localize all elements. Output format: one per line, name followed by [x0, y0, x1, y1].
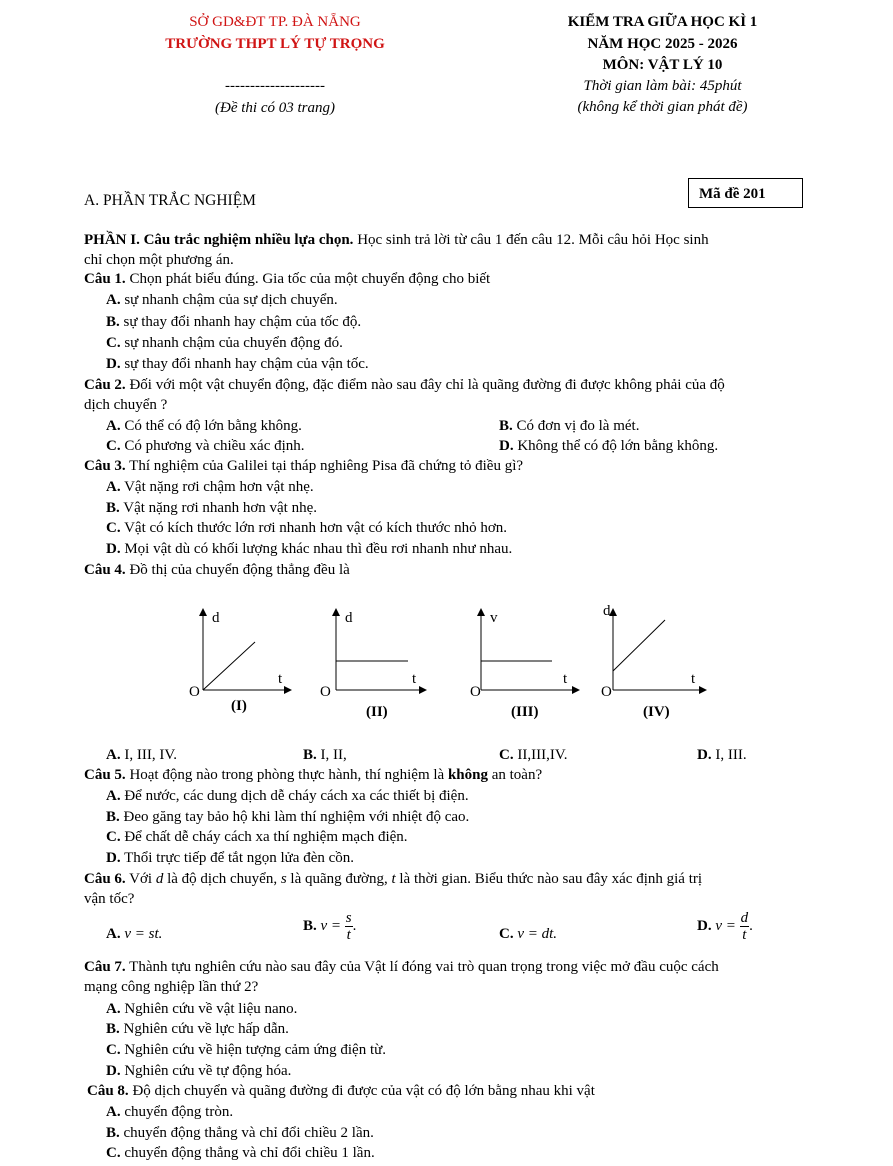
graph-3-caption: (III) — [511, 704, 539, 720]
q4-option-b: B. I, II, — [303, 747, 347, 763]
motion-graphs — [0, 595, 893, 725]
graph-2-origin: O — [320, 684, 331, 700]
q6-option-b: B. v = $\frac{s}{t}$ . — [303, 910, 357, 943]
question-8: Câu 8. Độ dịch chuyển và quãng đường đi được của vật có độ lớn bằng nhau khi vật — [87, 1083, 595, 1099]
graph-3-ylabel: v — [490, 610, 498, 626]
q7-option-d: D. Nghiên cứu về tự động hóa. — [106, 1063, 292, 1079]
q6-option-a: A. v = st. — [106, 926, 163, 942]
q5-option-d: D. Thổi trực tiếp để tắt ngọn lửa đèn cồn. — [106, 850, 355, 866]
graph-3-origin: O — [470, 684, 481, 700]
q8-option-b: B. chuyển động thẳng và chỉ đổi chiều 2 lần. — [106, 1125, 374, 1141]
q6-option-c: C. v = dt. — [499, 926, 558, 942]
q7-option-c: C. Nghiên cứu về hiện tượng cảm ứng điện từ. — [106, 1042, 386, 1058]
q5-option-a: A. Để nước, các dung dịch dễ cháy cách xa các thiết bị điện. — [106, 788, 469, 804]
q1-option-b: B. sự thay đổi nhanh hay chậm của tốc độ. — [106, 314, 362, 330]
q6-option-d: D. v = $\frac{d}{t}$ . — [697, 910, 753, 943]
graph-2 — [320, 610, 425, 720]
question-7-line2: mạng công nghiệp lần thứ 2? — [84, 979, 259, 995]
graph-2-ylabel: d — [345, 610, 353, 626]
q2-option-c: C. Có phương và chiều xác định. — [106, 438, 305, 454]
graph-2-xlabel: t — [412, 671, 417, 687]
question-5: Câu 5. Hoạt động nào trong phòng thực hành, thí nghiệm là không an toàn? — [84, 767, 543, 783]
section-a-title: A. PHẦN TRẮC NGHIỆM — [84, 192, 256, 209]
q1-option-c: C. sự nhanh chậm của chuyển động đó. — [106, 335, 343, 351]
q2-option-b: B. Có đơn vị đo là mét. — [499, 418, 640, 434]
q4-option-a: A. I, III, IV. — [106, 747, 177, 763]
q8-option-a: A. chuyển động tròn. — [106, 1104, 234, 1120]
q2-option-a: A. Có thể có độ lớn bằng không. — [106, 418, 302, 434]
question-4: Câu 4. Đồ thị của chuyển động thẳng đều là — [84, 562, 350, 578]
header-dashes: -------------------- — [225, 78, 325, 94]
part1-instr-line1: Học sinh trả lời từ câu 1 đến câu 12. Mỗi câu hỏi Học sinh — [353, 232, 709, 248]
school-name: TRƯỜNG THPT LÝ TỰ TRỌNG — [165, 36, 385, 52]
exam-title: KIỂM TRA GIỮA HỌC KÌ 1 — [567, 14, 758, 30]
question-2-line2: dịch chuyển ? — [84, 397, 168, 413]
part1-instructions — [84, 232, 709, 249]
q2-option-d: D. Không thể có độ lớn bằng không. — [499, 438, 719, 454]
graph-4-caption: (IV) — [643, 704, 670, 720]
graph-4-origin: O — [601, 684, 612, 700]
q7-option-a: A. Nghiên cứu về vật liệu nano. — [106, 1001, 298, 1017]
q3-option-b: B. Vật nặng rơi nhanh hơn vật nhẹ. — [106, 500, 317, 516]
q3-option-d: D. Mọi vật dù có khối lượng khác nhau thì đều rơi nhanh như nhau. — [106, 541, 513, 557]
q4-option-d: D. I, III. — [697, 747, 747, 763]
exam-time-note: (không kể thời gian phát đề) — [577, 99, 748, 115]
question-6: Câu 6. Với d là độ dịch chuyển, s là quãng đường, t là thời gian. Biểu thức nào sau đây xác định giá trị — [84, 871, 703, 887]
exam-code-box — [688, 178, 803, 208]
question-7: Câu 7. Thành tựu nghiên cứu nào sau đây của Vật lí đóng vai trò quan trọng trong việc mở đầu cuộc cách — [84, 959, 719, 975]
q3-option-c: C. Vật có kích thước lớn rơi nhanh hơn vật có kích thước nhỏ hơn. — [106, 520, 508, 536]
exam-code: Mã đề 201 — [699, 186, 766, 202]
exam-time: Thời gian làm bài: 45phút — [583, 78, 742, 94]
part1-title: PHẦN I. Câu trắc nghiệm nhiều lựa chọn. — [84, 232, 354, 248]
question-1 — [84, 271, 490, 288]
graph-1 — [189, 610, 290, 714]
q5-option-b: B. Đeo găng tay bảo hộ khi làm thí nghiệm với nhiệt độ cao. — [106, 809, 470, 825]
q8-option-c: C. chuyển động thẳng và chỉ đổi chiều 1 lần. — [106, 1145, 375, 1161]
question-text: Chọn phát biểu đúng. Gia tốc của một chuyển động cho biết — [125, 271, 491, 287]
page-count: (Đề thi có 03 trang) — [215, 100, 335, 116]
school-year: NĂM HỌC 2025 - 2026 — [587, 36, 738, 52]
q3-option-a: A. Vật nặng rơi chậm hơn vật nhẹ. — [106, 479, 314, 495]
department-name: SỞ GD&ĐT TP. ĐÀ NẴNG — [189, 14, 361, 30]
q7-option-b: B. Nghiên cứu về lực hấp dẫn. — [106, 1021, 289, 1037]
q4-option-c: C. II,III,IV. — [499, 747, 568, 763]
graph-1-xlabel: t — [278, 671, 283, 687]
q5-option-c: C. Để chất dễ cháy cách xa thí nghiệm mạch điện. — [106, 829, 408, 845]
question-6-line2: vận tốc? — [84, 891, 135, 907]
subject: MÔN: VẬT LÝ 10 — [602, 57, 723, 73]
question-3: Câu 3. Thí nghiệm của Galilei tại tháp nghiêng Pisa đã chứng tỏ điều gì? — [84, 458, 524, 474]
graph-4-ylabel: d — [603, 603, 611, 619]
question-label: Câu 1. — [84, 271, 126, 287]
graph-2-caption: (II) — [366, 704, 388, 720]
q1-option-a: A. sự nhanh chậm của sự dịch chuyển. — [106, 292, 338, 308]
graph-3 — [470, 610, 578, 720]
graph-4-xlabel: t — [691, 671, 696, 687]
graph-4 — [601, 603, 705, 720]
graph-1-ylabel: d — [212, 610, 220, 626]
part1-instr-line2: chỉ chọn một phương án. — [84, 252, 234, 268]
graph-1-caption: (I) — [231, 698, 247, 714]
graph-3-xlabel: t — [563, 671, 568, 687]
q1-option-d: D. sự thay đổi nhanh hay chậm của vận tốc. — [106, 356, 369, 372]
question-2: Câu 2. Đối với một vật chuyển động, đặc điểm nào sau đây chỉ là quãng đường đi được không phải của độ — [84, 377, 725, 393]
graph-1-origin: O — [189, 684, 200, 700]
